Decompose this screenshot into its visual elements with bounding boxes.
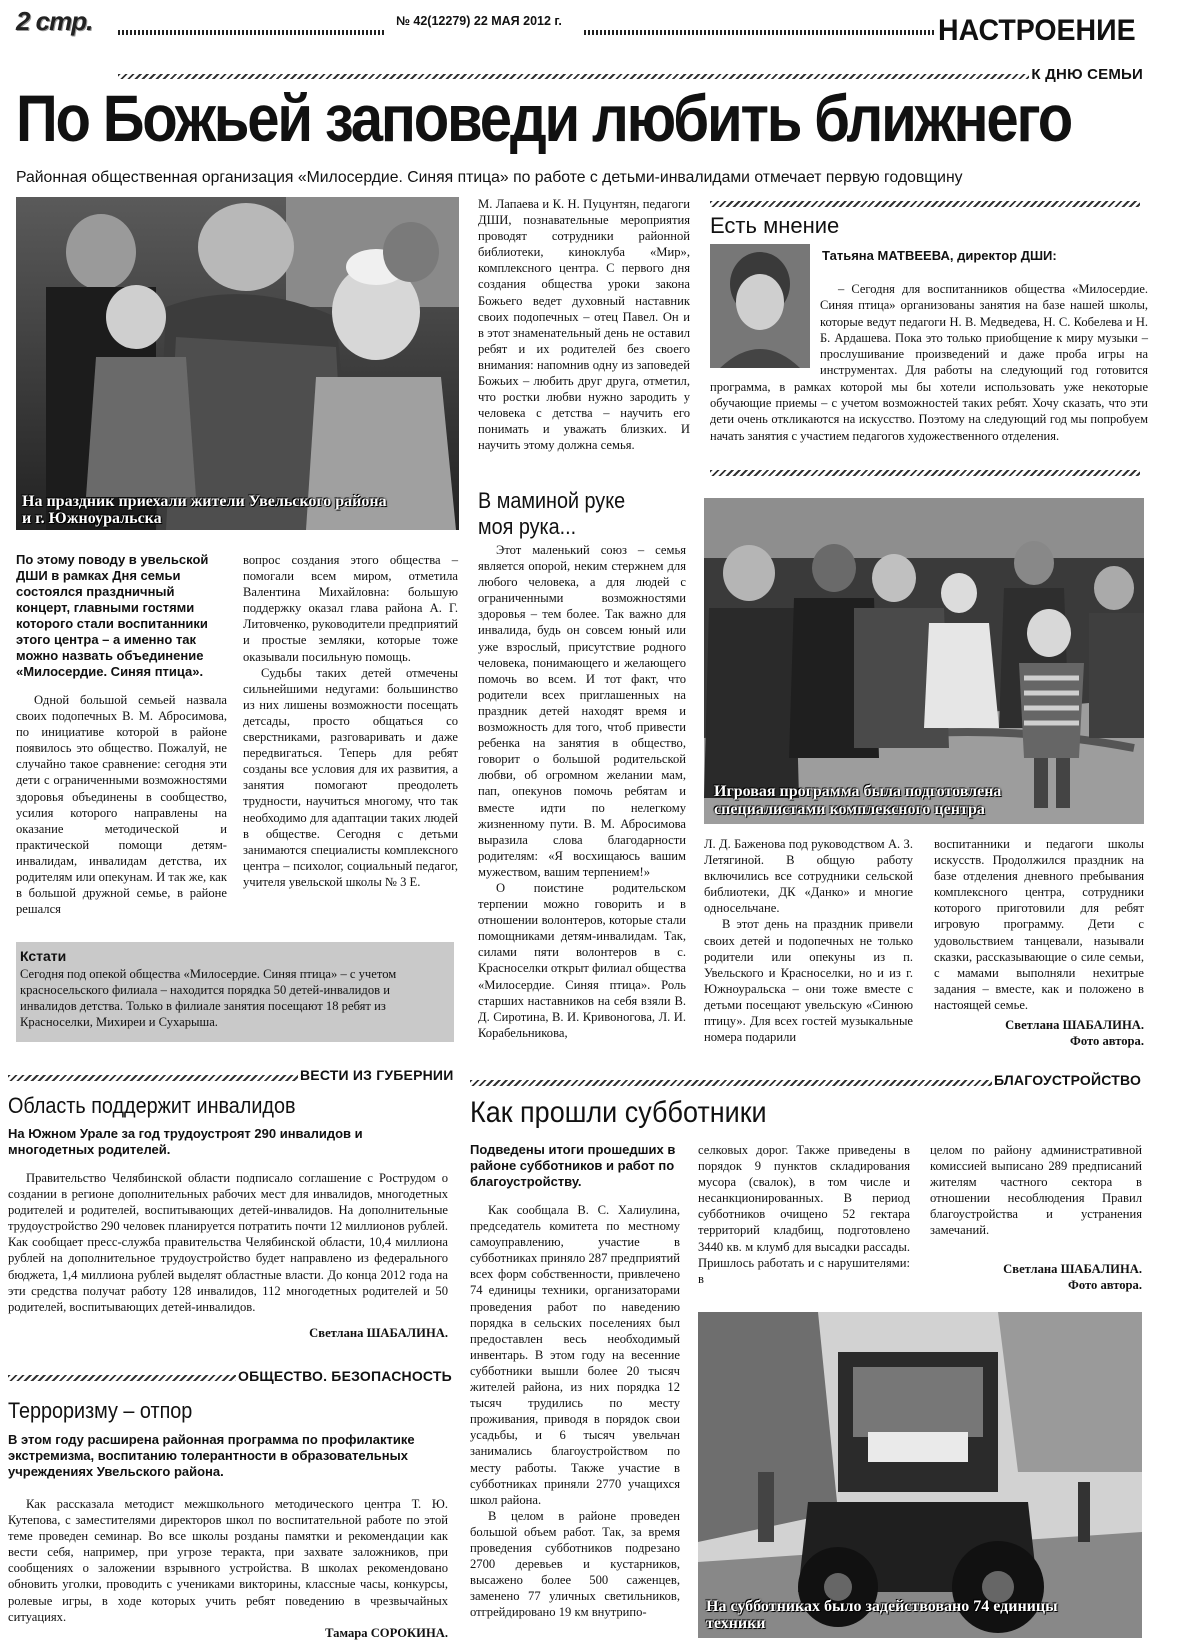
security-author: Тамара СОРОКИНА.	[325, 1625, 448, 1640]
rubric-family-day: К ДНЮ СЕМЬИ	[1031, 66, 1143, 83]
main-col3	[478, 542, 686, 1041]
kstati-box	[16, 942, 454, 1042]
photo-game-program	[704, 498, 1144, 824]
main-author: Светлана ШАБАЛИНА.	[1005, 1018, 1144, 1033]
photo1-caption-line2: и г. Южноуральска	[22, 510, 162, 527]
main-col3-top	[478, 196, 690, 454]
paragraph: вопрос создания этого общества – помогали всем миром, отметила Валентина Михайловна: большую поддержку оказал глава района А. Г. Литовченко, руководители предприятий и простые земляки, которые тоже оказывали посильную помощь.	[243, 553, 458, 664]
cleanup-col1	[470, 1142, 680, 1620]
security-text	[8, 1496, 448, 1641]
photo2-caption-line2: специалистами комплексного центра	[714, 801, 985, 818]
security-lead: В этом году расширена районная программа по профилактике экстремизма, воспитанию толерантности в образовательных учреждениях Увельского района.	[8, 1432, 415, 1479]
header-rule-right	[584, 30, 936, 35]
opinion-title: Есть мнение	[710, 213, 840, 238]
cleanup-lead: Подведены итоги прошедших в районе субботников и работ по благоустройству.	[470, 1142, 676, 1189]
security-rubric: ОБЩЕСТВО. БЕЗОПАСНОСТЬ	[238, 1368, 452, 1384]
cleanup-rubric: БЛАГОУСТРОЙСТВО	[994, 1072, 1142, 1088]
main-col5	[934, 836, 1144, 1049]
paragraph: В этот день на праздник привели своих детей и подопечных не только родители или опекуны из п. Увельского и Красноселки, но и из г. Южноуральска – они тоже вместе с детьми посещают увельскую «Синюю птицу». Для всех гостей музыкальные номера подарили	[704, 917, 913, 1045]
cleanup-photo-credit: Фото автора.	[1068, 1277, 1142, 1292]
opinion-person: Татьяна МАТВЕЕВА, директор ДШИ:	[822, 248, 1057, 263]
paragraph: О поистине родительском терпении можно говорить и в отношении волонтеров, которые стали помощниками детям-инвалидам. Так, силами пяти волонтеров в с. Красноселки открыт филиал общества «Милосердие. Синяя птица». Роль старших наставников на себя взяли В. Д. Сиротина, В. И. Кривоногова, Л. И. Корабельникова,	[478, 880, 686, 1040]
issue-date: № 42(12279) 22 МАЯ 2012 г.	[396, 14, 562, 28]
photo3-caption-line1: На субботниках было задействовано 74 единицы	[706, 1598, 1058, 1615]
region-lead: На Южном Урале за год трудоустроят 290 инвалидов и многодетных родителей.	[8, 1126, 363, 1157]
main-photo-credit: Фото автора.	[1070, 1034, 1144, 1049]
opinion-text	[710, 281, 1148, 444]
main-subhead: Районная общественная организация «Милосердие. Синяя птица» по работе с детьми-инвалидами отмечает первую годовщину	[16, 169, 963, 186]
page-number: 2 стр.	[16, 6, 93, 36]
main-lead: По этому поводу в увельской ДШИ в рамках Дня семьи состоялся праздничный концерт, главными гостями которого стали воспитанники этого центра – а именно так можно назвать объединение «Милосердие. Синяя птица».	[16, 552, 209, 679]
cleanup-author: Светлана ШАБАЛИНА.	[1003, 1261, 1142, 1276]
cleanup-col3	[930, 1142, 1142, 1293]
paragraph: Судьбы таких детей отмечены сильнейшими недугами: большинство из них лишены возможности посещать детсады, просто общаться со сверстниками, разговаривать и даже передвигаться. Теперь для ребят созданы все условия для их развития, а занятия помогают преодолеть трудности, научиться многому, что так необходимо для адаптации таких людей в обществе. Сегодня с детьми занимаются специалисты комплексного центра – психолог, социальный педагог, учителя увельской школы № 3 Е.	[243, 665, 458, 889]
region-rubric: ВЕСТИ ИЗ ГУБЕРНИИ	[300, 1067, 454, 1083]
rubric-hatch	[118, 74, 1038, 79]
cleanup-col2	[698, 1142, 910, 1287]
paragraph: М. Лапаева и К. Н. Пуцунтян, педагоги ДШИ, познавательные мероприятия проводят сотрудники районной библиотеки, киноклуба «Мир», комплексного центра. С первого дня создания общества уроки закона Божьего ведет духовный наставник своих подопечных – отец Павел. Он и в этот знаменательный день не оставил ребят и их родителей без своего внимания: напомнив одну из заповедей Божьих – любить друг друга, отметил, что ростки любви нужно зародить у человека с детства – научить его понимать и уважать близких. И научить этому должна семья.	[478, 197, 690, 453]
security-headline: Терроризму – отпор	[8, 1398, 193, 1423]
main-headline: По Божьей заповеди любить ближнего	[16, 81, 1072, 155]
paragraph: – Сегодня для воспитанников общества «Милосердие. Синяя птица» организованы занятия на базе нашей школы, которые ведут педагоги Н. В. Медведева, Н. С. Кобелева и Н. Б. Ардашева. Пока это только приобщение к миру музыки – прослушивание произведений и даже проба игры на инструментах. Для работы на следующий год готовится программа, в рамках которой мы бы хотели использовать уже некоторые обучающие приемы – с учетом возможностей таких ребят. Хочу сказать, что эти дети очень откликаются на искусство. Поэтому на следующий год мы попробуем начать занятия с участием педагогов художественного отделения.	[710, 282, 1148, 443]
kstati-text: Сегодня под опекой общества «Милосердие. Синяя птица» – с учетом красносельского филиала – находится порядка 50 детей-инвалидов и инвалидов детства. Только в филиале занятия посещают 18 ребят из Красноселки, Михиреи и Сухарыша.	[20, 967, 397, 1029]
paragraph: селковых дорог. Также приведены в порядок 9 пунктов складирования мусора (свалок), в том числе и несанкционированных. В период субботников очищено 52 гектара территорий кладбищ, подготовлено 3440 кв. м клумб для высадки рассады. Пришлось работать и с нарушителями: в	[698, 1143, 910, 1286]
section-title: НАСТРОЕНИЕ	[938, 14, 1136, 47]
main-col2	[243, 552, 458, 890]
photo3-caption-line2: техники	[706, 1615, 766, 1632]
paragraph: воспитанники и педагоги школы искусств. Продолжился праздник на базе отделения дневного пребывания комплексного центра, сотрудники которого приготовили для ребят игровую программу. Дети с удовольствием танцевали, называли сказки, рассказывающие о силе семьи, с мамами выполняли нехитрые задания – вместе, как и положено в настоящей семье.	[934, 837, 1144, 1012]
region-author: Светлана ШАБАЛИНА.	[309, 1325, 448, 1340]
photo-family-celebration	[16, 197, 459, 530]
main-col1	[16, 552, 227, 917]
paragraph: Как рассказала методист межшкольного методического центра Т. Ю. Кутепова, с заместителями директоров школ по воспитательной работе по этой теме проведен семинар. Во все школы розданы памятки и рекомендации как вести себя, например, при угрозе теракта, при захвате заложников, при сообщениях о заложении взрывного устройства. В школах рекомендовано обновить уголки, проводить с учениками викторины, классные часы, конкурсы, ролевые игры, в ходе которых учить ребят поведению в чрезвычайных ситуациях.	[8, 1497, 448, 1624]
region-text	[8, 1170, 448, 1341]
region-headline: Область поддержит инвалидов	[8, 1093, 296, 1118]
photo-cleanup-tractor	[698, 1312, 1142, 1638]
paragraph: Как сообщала В. С. Халиулина, председатель комитета по местному самоуправлению, участие в субботниках приняло 287 предприятий всех форм собственности, привлечено 74 единицы техники, организаторами проведения работ по наведению порядка в сельских поселениях был предоставлен весь необходимый инвентарь. В этом году на весенние субботники вышли более 20 тысяч жителей района, из них порядка 12 тысяч трудились по месту проживания, приводя в порядок свои усадьбы, и 6 тысяч увельчан занимались благоустройством по месту работы. Также участие в субботниках приняли 2770 учащихся школ района.	[470, 1203, 680, 1507]
opinion-hatch-top	[710, 201, 1140, 207]
opinion-hatch-bottom	[710, 470, 1140, 476]
subhead-mothers-hand-2: моя рука...	[478, 514, 577, 539]
main-col4	[704, 836, 913, 1045]
kstati-title: Кстати	[20, 948, 67, 964]
paragraph: целом по району административной комиссией выписано 289 предписаний жителям частного сектора в отношении несоблюдения Правил благоустройства и устранения замечаний.	[930, 1143, 1142, 1238]
paragraph: Л. Д. Баженова под руководством А. З. Летягиной. В общую работу включились все сотрудники сельской библиотеки, ДК «Данко» и многие односельчане.	[704, 837, 913, 916]
subhead-mothers-hand-1: В маминой руке	[478, 488, 626, 513]
paragraph: Этот маленький союз – семья является опорой, неким стержнем для любого человека, а для людей с ограниченными возможностями здоровья – тем более. Так важно для инвалида, будь он совсем юный или уже взрослый, присутствие родного человека, понимающего и желающего помочь во всем. И тот факт, что родители всех приглашенных на праздник детей находят время и возможность для того, чтоб привести ребенка на занятия в общество, говорит о большой родительской любви, об огромном желании мам, пап, опекунов помочь ребятам и вместе идти по нелегкому жизненному пути. В. М. Абросимова выразила слова благодарности родителям: «Я восхищаюсь вашим мужеством, вашим терпением!»	[478, 543, 686, 879]
photo1-caption-line1: На праздник приехали жители Увельского района	[22, 493, 387, 510]
paragraph: Правительство Челябинской области подписало соглашение с Рострудом о создании в регионе дополнительных рабочих мест для инвалидов, многодетных родителей и родителей, воспитывающих детей-инвалидов. На дополнительные трудоустройство 290 человек планируется потратить почти 12 миллионов рублей. Как сообщает пресс-служба правительства Челябинской области, 10,4 миллиона рублей на дополнительное трудоустройство будет направлено из федерального бюджета, 1,4 миллиона рублей выделят областные власти. До конца 2012 года на эти средства получат работу 128 инвалидов, 112 многодетных родителей и 50 родителей, воспитывающих детей-инвалидов.	[8, 1171, 448, 1314]
paragraph: В целом в районе проведен большой объем работ. Так, за время проведения субботников подрезано 2700 деревьев и кустарников, высажено более 500 саженцев, заменено 77 уличных светильников, отгрейдировано 19 км внутрипо-	[470, 1508, 680, 1620]
paragraph: Одной большой семьей назвала своих подопечных В. М. Абросимова, по инициативе которой в районе появилось это общество. Пожалуй, не случайно такое сравнение: сегодня эти дети с ограниченными возможностями здоровья объединены в сообщество, усилия которого направлены на оказание методической и практической помощи детям-инвалидам, инвалидам детства, их родителям или опекунам. И так же, как в большой дружной семье, в районе решался	[16, 693, 227, 917]
photo2-caption-line1: Игровая программа была подготовлена	[714, 783, 1002, 800]
cleanup-headline: Как прошли субботники	[470, 1096, 767, 1129]
header-rule-left	[118, 30, 386, 35]
